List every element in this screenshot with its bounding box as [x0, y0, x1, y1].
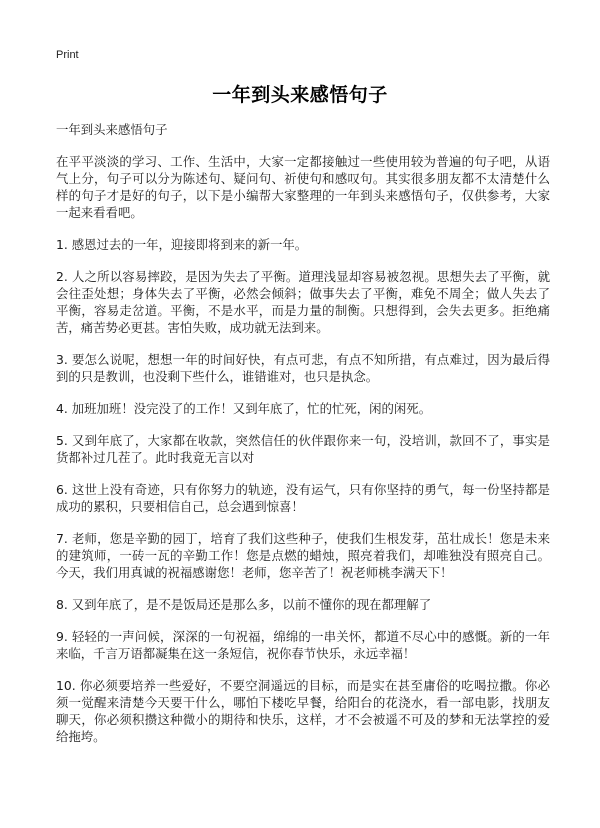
list-item: 1. 感恩过去的一年，迎接即将到来的新一年。	[56, 237, 308, 252]
list-item: 5. 又到年底了，大家都在收款，突然信任的伙伴跟你来一句，没培训，款回不了，事实是货都补过几茬了。此时我竟无言以对	[56, 433, 550, 465]
list-item: 9. 轻轻的一声问候，深深的一句祝福，绵绵的一串关怀，都道不尽心中的感慨。新的一年来临，千言万语都凝集在这一条短信，祝你春节快乐，永远幸福！	[56, 629, 550, 661]
print-link[interactable]: Print	[56, 49, 79, 61]
list-item: 4. 加班加班！没完没了的工作！又到年底了，忙的忙死，闲的闲死。	[56, 401, 432, 416]
intro-paragraph: 在平平淡淡的学习、工作、生活中，大家一定都接触过一些使用较为普遍的句子吧，从语气上分，句子可以分为陈述句、疑问句、祈使句和感叹句。其实很多朋友都不太清楚什么样的句子才是好的句子，以下是小编帮大家整理的一年到头来感悟句子，仅供参考，大家一起来看看吧。	[56, 154, 550, 220]
page-title: 一年到头来感悟句子	[212, 84, 388, 106]
list-item: 8. 又到年底了，是不是饭局还是那么多，以前不懂你的现在都理解了	[56, 597, 432, 612]
list-item: 6. 这世上没有奇迹，只有你努力的轨迹，没有运气，只有你坚持的勇气，每一份坚持都是成功的累积，只要相信自己，总会遇到惊喜！	[56, 482, 550, 514]
article-body	[56, 121, 550, 760]
article-subtitle: 一年到头来感悟句子	[56, 122, 168, 137]
list-item: 3. 要怎么说呢，想想一年的时间好快，有点可悲，有点不知所措，有点难过，因为最后得到的只是教训，也没剩下些什么，谁错谁对，也只是执念。	[56, 352, 550, 384]
list-item: 10. 你必须要培养一些爱好，不要空洞遥远的目标，而是实在甚至庸俗的吃喝拉撒。你必须一觉醒来清楚今天要干什么，哪怕下楼吃早餐，给阳台的花浇水，看一部电影，找朋友聊天，你必须积攒这种微小的期待和快乐，这样，才不会被遥不可及的梦和无法掌控的爱给拖垮。	[56, 678, 550, 744]
list-item: 2. 人之所以容易摔跤，是因为失去了平衡。道理浅显却容易被忽视。思想失去了平衡，就会往歪处想；身体失去了平衡，必然会倾斜；做事失去了平衡，难免不周全；做人失去了平衡，容易走岔道。平衡，不是水平，而是力量的制衡。只想得到，会失去更多。拒绝痛苦，痛苦势必更甚。害怕失败，成功就无法到来。	[56, 269, 550, 335]
list-item: 7. 老师，您是辛勤的园丁，培育了我们这些种子，使我们生根发芽，茁壮成长！您是未来的建筑师，一砖一瓦的辛勤工作！您是点燃的蜡烛，照亮着我们，却唯独没有照亮自己。今天，我们用真诚的祝福感谢您！老师，您辛苦了！祝老师桃李满天下！	[56, 531, 550, 580]
